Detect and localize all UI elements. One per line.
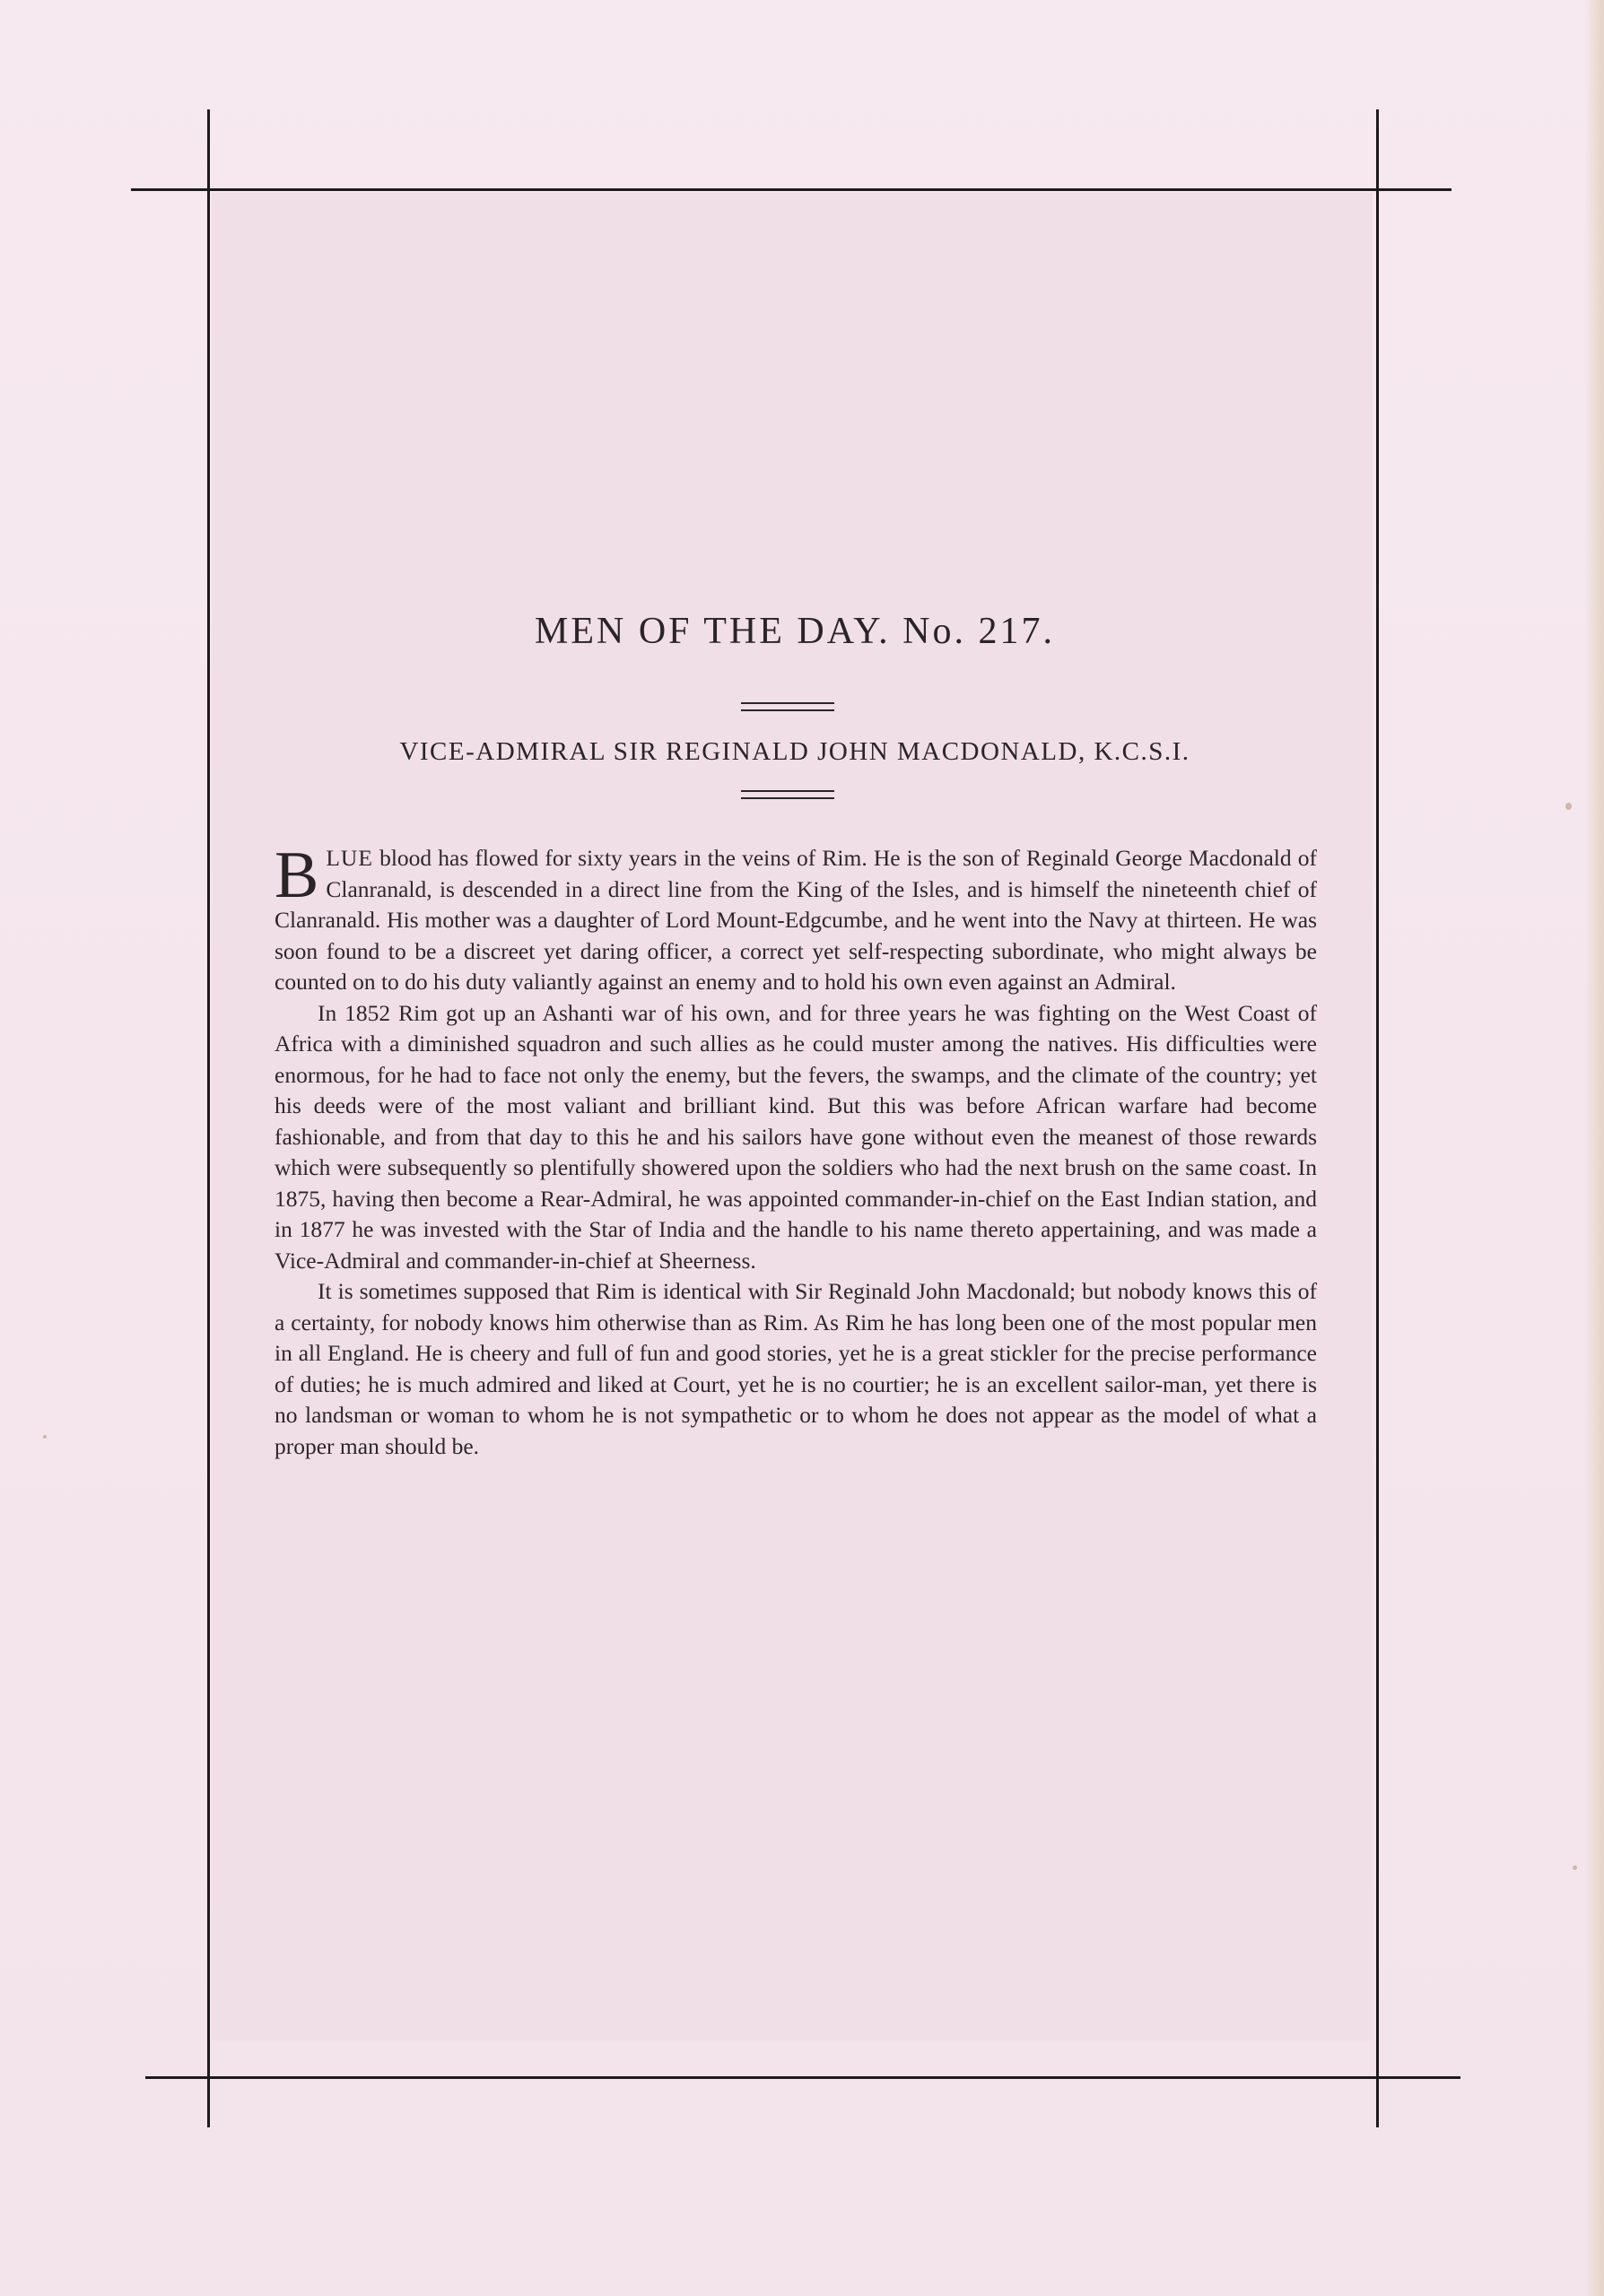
paragraph-1: [275, 839, 1317, 998]
paper-spot: [43, 1435, 47, 1439]
frame-left-rule: [207, 109, 210, 2127]
frame-bottom-rule: [145, 2076, 1460, 2079]
drop-cap: B: [275, 839, 319, 912]
article-subtitle: VICE-ADMIRAL SIR REGINALD JOHN MACDONALD, K.C.S.I.: [399, 737, 1190, 766]
paragraph-1-text: blood has flowed for sixty years in the veins of Rim. He is the son of Reginald George Macdonald of Clanranald, is descended in a direct line from the King of the Isles, and is himself the nineteenth chief of Clanranald. His mother was a daughter of Lord Mount-Edgcumbe, and he went into the Navy at thirteen. He was soon found to be a discreet yet daring officer, a correct yet self-respecting subordinate, who might always be counted on to do his duty valiantly against an enemy and to hold his own even against an Admiral.: [275, 845, 1317, 995]
subtitle-divider: [741, 790, 834, 799]
paper-spot: [1573, 1866, 1577, 1870]
title-divider: [741, 702, 834, 711]
paragraph-3: It is sometimes supposed that Rim is identical with Sir Reginald John Macdonald; but nobody knows this of a certainty, for nobody knows him otherwise than as Rim. As Rim he has long been one of the most popular men in all England. He is cheery and full of fun and good stories, yet he is a great stickler for the precise performance of duties; he is much admired and liked at Court, yet he is no courtier; he is an excellent sailor-man, yet there is no landsman or woman to whom he is not sympathetic or to whom he does not appear as the model of what a proper man should be.: [275, 1278, 1317, 1459]
paper-spot: [1565, 803, 1572, 810]
paper-edge: [1584, 0, 1604, 2296]
frame-right-rule: [1376, 109, 1379, 2127]
article-body: [275, 839, 1317, 1462]
lead-word: LUE: [326, 845, 373, 871]
page-title: MEN OF THE DAY. No. 217.: [535, 611, 1055, 652]
paragraph-2: In 1852 Rim got up an Ashanti war of his own, and for three years he was fighting on the West Coast of Africa with a diminished squadron and such allies as he could muster among the natives. His difficulties were enormous, for he had to face not only the enemy, but the fevers, the swamps, and the climate of the country; yet his deeds were of the most valiant and brilliant kind. But this was before African warfare had become fashionable, and from that day to this he and his sailors have gone without even the meanest of those rewards which were subsequently so plentifully showered upon the soldiers who had the next brush on the same coast. In 1875, having then become a Rear-Admiral, he was appointed commander-in-chief on the East Indian station, and in 1877 he was invested with the Star of India and the handle to his name thereto appertaining, and was made a Vice-Admiral and commander-in-chief at Sheerness.: [275, 999, 1317, 1274]
frame-top-rule: [131, 188, 1451, 191]
